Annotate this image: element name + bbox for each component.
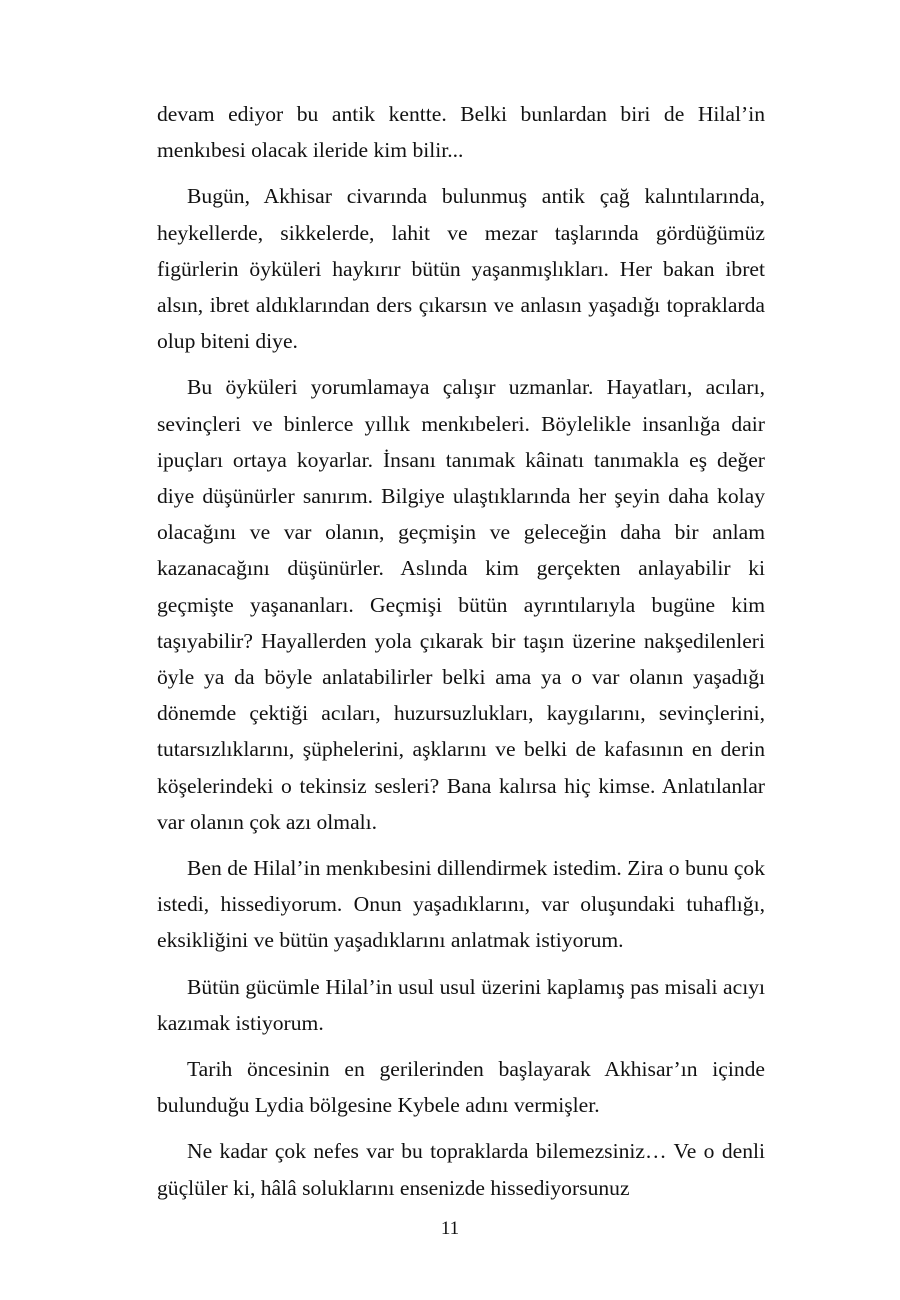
body-text bbox=[157, 96, 765, 1216]
paragraph: Bütün gücümle Hilal’in usul usul üzerini kaplamış pas misali acıyı kazımak istiyorum. bbox=[157, 974, 765, 1035]
paragraph: Bugün, Akhisar civarında bulunmuş antik çağ kalıntılarında, heykellerde, sikkelerde, lahit ve mezar taşlarında gördüğümüz figürlerin öyküleri haykırır bütün yaşanmışlıkları. Her bakan ibret alsın, ibret aldıklarından ders çıkarsın ve anlasın yaşadığı topraklarda olup biteni diye. bbox=[157, 184, 765, 354]
paragraph: Ben de Hilal’in menkıbesini dillendirmek istedim. Zira o bunu çok istedi, hissediyorum. Onun yaşadıklarını, var oluşundaki tuhaflığı, eksikliğini ve bütün yaşadıklarını anlatmak istiyorum. bbox=[157, 856, 765, 953]
paragraph: Ne kadar çok nefes var bu topraklarda bilemezsiniz… Ve o denli güçlüler ki, hâlâ soluklarını ensenizde hissediyorsunuz bbox=[157, 1139, 765, 1200]
paragraph: Tarih öncesinin en gerilerinden başlayarak Akhisar’ın içinde bulunduğu Lydia bölgesine Kybele adını vermişler. bbox=[157, 1057, 765, 1118]
page-number: 11 bbox=[440, 1218, 460, 1239]
paragraph: Bu öyküleri yorumlamaya çalışır uzmanlar. Hayatları, acıları, sevinçleri ve binlerce yıllık menkıbeleri. Böylelikle insanlığa dair ipuçları ortaya koyarlar. İnsanı tanımak kâinatı tanımakla eş değer diye düşünürler sanırım. Bilgiye ulaştıklarında her şeyin daha kolay olacağını ve var olanın, geçmişin ve geleceğin daha bir anlam kazanacağını düşünürler. Aslında kim gerçekten anlayabilir ki geçmişte yaşananları. Geçmişi bütün ayrıntılarıyla bugüne kim taşıyabilir? Hayallerden yola çıkarak bir taşın üzerine nakşedilenleri öyle ya da böyle anlatabilirler belki ama ya o var olanın yaşadığı dönemde çektiği acıları, huzursuzlukları, kaygılarını, sevinçlerini, tutarsızlıklarını, şüphelerini, aşklarını ve belki de kafasının en derin köşelerindeki o tekinsiz sesleri? Bana kalırsa hiç kimse. Anlatılanlar var olanın çok azı olmalı. bbox=[157, 375, 765, 834]
paragraph-continued: devam ediyor bu antik kentte. Belki bunlardan biri de Hilal’in menkıbesi olacak ileride kim bilir... bbox=[157, 102, 765, 163]
